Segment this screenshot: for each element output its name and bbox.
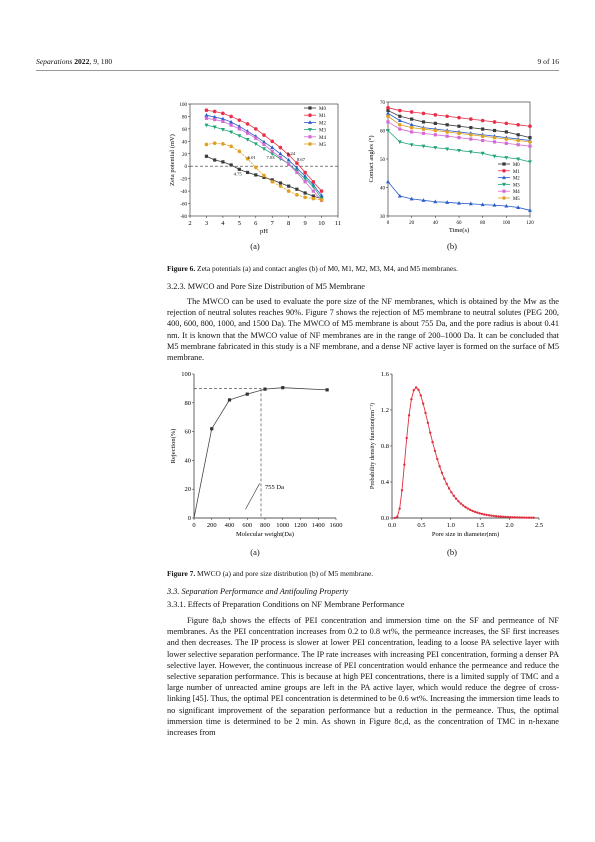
data-point-M5 bbox=[505, 137, 509, 141]
y-tick-label: 50 bbox=[380, 158, 385, 163]
y-tick-label: 80 bbox=[182, 115, 187, 121]
pdf-point bbox=[478, 512, 480, 514]
data-point-M4 bbox=[422, 132, 425, 135]
x-axis-label: pH bbox=[260, 228, 268, 235]
data-point-M0 bbox=[457, 125, 460, 128]
x-tick-label: 0.0 bbox=[387, 522, 397, 529]
data-point-M1 bbox=[398, 109, 402, 113]
pdf-point bbox=[528, 516, 530, 518]
data-point-M4 bbox=[254, 137, 257, 140]
fig6a-zeta-chart bbox=[166, 96, 346, 238]
fig7b-pore-chart bbox=[352, 368, 547, 544]
x-tick-label: 1200 bbox=[294, 522, 307, 529]
pdf-point bbox=[450, 491, 452, 493]
y-tick-label: 40 bbox=[184, 457, 191, 465]
x-tick-label: 400 bbox=[224, 522, 235, 529]
rejection-point bbox=[210, 427, 213, 430]
data-point-M1 bbox=[279, 146, 283, 150]
pdf-point bbox=[436, 458, 438, 460]
data-point-M0 bbox=[481, 127, 484, 130]
series-line-M0-low bbox=[388, 182, 530, 211]
pdf-point bbox=[497, 515, 499, 517]
y-tick-label: 40 bbox=[380, 186, 385, 192]
data-point-M4 bbox=[230, 124, 233, 127]
data-point-M1 bbox=[205, 108, 209, 112]
legend-label: M3 bbox=[513, 183, 520, 189]
pzc-annotation: 4.75 bbox=[233, 171, 242, 177]
pdf-point bbox=[509, 516, 511, 518]
data-point-M5 bbox=[303, 196, 307, 200]
data-point-M4 bbox=[434, 133, 437, 136]
data-point-M1 bbox=[422, 112, 426, 116]
data-point-M1 bbox=[481, 119, 485, 123]
data-point-M0 bbox=[434, 122, 437, 125]
legend-marker bbox=[502, 162, 505, 165]
data-point-M1 bbox=[246, 122, 250, 126]
y-tick-label: 0 bbox=[184, 165, 187, 171]
data-point-M1 bbox=[320, 189, 324, 193]
data-point-M1 bbox=[213, 110, 217, 114]
legend-marker bbox=[308, 113, 312, 117]
section-323-title: 3.2.3. MWCO and Pore Size Distribution of M5 Membrane bbox=[167, 282, 365, 291]
pdf-point bbox=[471, 510, 473, 512]
pdf-point bbox=[429, 431, 431, 433]
data-point-M5 bbox=[221, 142, 225, 146]
x-tick-label: 10 bbox=[318, 220, 325, 227]
pdf-point bbox=[424, 412, 426, 414]
pdf-point bbox=[443, 478, 445, 480]
x-tick-label: 8 bbox=[287, 220, 291, 227]
pdf-point bbox=[464, 506, 466, 508]
journal-citation: Separations 2022, 9, 180 bbox=[36, 57, 113, 66]
x-tick-label: 800 bbox=[260, 522, 270, 529]
data-point-M4 bbox=[398, 127, 401, 130]
annotation-arrow bbox=[245, 483, 259, 509]
y-tick-label: 0.4 bbox=[380, 479, 389, 486]
pdf-point bbox=[460, 502, 462, 504]
data-point-M4 bbox=[304, 180, 307, 183]
x-tick-label: 200 bbox=[206, 522, 217, 529]
data-point-M4 bbox=[493, 140, 496, 143]
pdf-point bbox=[490, 514, 492, 516]
y-tick-label: 20 bbox=[184, 486, 191, 494]
data-point-M0 bbox=[205, 155, 208, 158]
data-point-M0 bbox=[279, 181, 282, 184]
rejection-line bbox=[194, 388, 327, 518]
data-point-M4 bbox=[213, 118, 216, 121]
fig6-caption: Figure 6. Zeta potentials (a) and contact angles (b) of M0, M1, M2, M3, M4, and M5 membranes. bbox=[167, 264, 458, 273]
y-tick-label: 0.0 bbox=[380, 515, 389, 522]
mwco-annotation: 755 Da bbox=[265, 484, 284, 492]
data-point-M4 bbox=[410, 130, 413, 133]
y-tick-label: 70 bbox=[380, 101, 385, 106]
legend-label: M4 bbox=[513, 190, 520, 196]
pdf-point bbox=[507, 516, 509, 518]
data-point-M0 bbox=[238, 168, 241, 171]
rejection-point bbox=[246, 393, 249, 396]
data-point-M0 bbox=[493, 129, 496, 132]
data-point-M4 bbox=[505, 142, 508, 145]
legend-label: M5 bbox=[513, 197, 520, 202]
paragraph-prep-conditions: Figure 8a,b shows the effects of PEI concentration and immersion time on the SF and permeance of NF membranes. As the PEI concentration increases from 0.2 to 0.8 wt%, the permeance increases, the SF first increases and then decreases. The IP process is slower at lower PEI concentration, leading to a loose PA selective layer with lower selective separation performance. The IP rate increases with increasing PEI concentration, forming a denser PA selective layer. However, the continuous increase of PEI concentration would enhance the permeance and reduce the selective separation performance. This is because at high PEI concentrations, there is a limited supply of TMC and a large number of unreacted amine groups are left in the PA active layer, which would reduce the degree of cross-linking [45]. Thus, the optimal PEI concentration is determined to be 0.6 wt%. Increasing the immersion time leads to no significant improvement of the separation performance but a reduction in the permeance. Thus, the optimal immersion time is determined to be 2 min. As shown in Figure 8c,d, as the concentration of TMC in n-hexane increases from bbox=[167, 616, 559, 738]
pdf-point bbox=[516, 516, 518, 518]
section-33-title: 3.3. Separation Performance and Antifouling Property bbox=[167, 587, 349, 596]
data-point-M4 bbox=[279, 156, 282, 159]
x-tick-label: 80 bbox=[480, 221, 486, 226]
pzc-annotation: 7.03 bbox=[266, 154, 275, 160]
data-point-M0 bbox=[304, 191, 307, 194]
pdf-point bbox=[495, 515, 497, 517]
data-point-M5 bbox=[238, 149, 242, 153]
x-tick-label: 40 bbox=[432, 221, 438, 226]
data-point-M4 bbox=[446, 135, 449, 138]
data-point-M1 bbox=[434, 113, 438, 117]
y-axis-label: Probability density function(nm⁻¹) bbox=[369, 402, 376, 490]
data-point-M4 bbox=[457, 136, 460, 139]
pdf-point bbox=[476, 511, 478, 513]
rejection-point bbox=[281, 386, 284, 389]
x-tick-label: 1.5 bbox=[476, 522, 485, 529]
y-tick-label: 0.8 bbox=[380, 443, 389, 450]
data-point-M5 bbox=[422, 127, 426, 131]
legend-marker bbox=[502, 196, 506, 200]
y-tick-label: 0 bbox=[187, 515, 191, 522]
x-tick-label: 120 bbox=[526, 221, 534, 226]
y-tick-label: -40 bbox=[180, 190, 187, 196]
pdf-point bbox=[485, 514, 487, 516]
pdf-point bbox=[417, 389, 419, 391]
data-point-M0 bbox=[469, 126, 472, 129]
data-point-M5 bbox=[445, 130, 449, 134]
legend-marker bbox=[308, 106, 311, 109]
x-tick-label: 1.0 bbox=[446, 522, 455, 529]
data-point-M1 bbox=[493, 120, 497, 124]
data-point-M1 bbox=[386, 106, 390, 110]
y-tick-label: 1.6 bbox=[380, 371, 389, 378]
data-point-M4 bbox=[469, 137, 472, 140]
data-point-M5 bbox=[254, 166, 258, 170]
pdf-point bbox=[448, 487, 450, 489]
fig7a-label: (a) bbox=[250, 547, 260, 557]
data-point-M5 bbox=[481, 134, 485, 138]
pdf-point bbox=[394, 517, 396, 519]
series-line-M3 bbox=[388, 131, 530, 162]
x-tick-label: 7 bbox=[270, 220, 274, 227]
data-point-M0 bbox=[422, 120, 425, 123]
data-point-M4 bbox=[481, 139, 484, 142]
legend-label: M0 bbox=[513, 163, 520, 168]
pzc-annotation: 8.24 bbox=[287, 151, 296, 157]
y-tick-label: 40 bbox=[182, 140, 187, 146]
data-point-M0 bbox=[398, 115, 401, 118]
data-point-M3 bbox=[528, 160, 532, 164]
pdf-point bbox=[453, 495, 455, 497]
data-point-M5 bbox=[262, 174, 266, 178]
data-point-M4 bbox=[312, 190, 315, 193]
data-point-M2 bbox=[287, 158, 291, 162]
data-point-M5 bbox=[410, 126, 414, 130]
y-axis-label: Contact angles (°) bbox=[368, 135, 375, 183]
fig6a-label: (a) bbox=[250, 241, 260, 251]
pdf-point bbox=[474, 511, 476, 513]
data-point-M5 bbox=[270, 180, 274, 184]
pdf-point bbox=[483, 513, 485, 515]
fig6b-contact-angle-chart bbox=[366, 96, 536, 238]
x-tick-label: 1000 bbox=[276, 522, 290, 529]
data-point-M0 bbox=[410, 118, 413, 121]
y-tick-label: 80 bbox=[184, 399, 191, 407]
data-point-M0 bbox=[254, 173, 257, 176]
data-point-M0 bbox=[287, 185, 290, 188]
data-point-M2 bbox=[204, 113, 208, 117]
data-point-M2 bbox=[278, 152, 282, 156]
data-point-M0 bbox=[246, 171, 249, 174]
pdf-point bbox=[413, 389, 415, 391]
data-point-M0 bbox=[517, 133, 520, 136]
pdf-point bbox=[525, 516, 527, 518]
data-point-M2 bbox=[398, 118, 402, 122]
y-tick-label: 60 bbox=[182, 127, 187, 133]
pdf-point bbox=[502, 516, 504, 518]
data-point-M4 bbox=[205, 117, 208, 120]
data-point-M5 bbox=[398, 123, 402, 127]
data-point-M4 bbox=[517, 143, 520, 146]
pzc-annotation: 8.67 bbox=[296, 157, 306, 163]
rejection-point bbox=[326, 388, 329, 391]
data-point-M0 bbox=[446, 123, 449, 126]
y-tick-label: 100 bbox=[179, 103, 187, 108]
legend-label: M2 bbox=[513, 176, 520, 182]
legend-label: M1 bbox=[319, 114, 326, 120]
rejection-point bbox=[263, 388, 266, 391]
data-point-M3 bbox=[262, 147, 266, 151]
pdf-point bbox=[514, 516, 516, 518]
data-point-M5 bbox=[516, 139, 520, 143]
pdf-point bbox=[445, 483, 447, 485]
legend-marker bbox=[308, 135, 311, 138]
pdf-point bbox=[422, 402, 424, 404]
series-line-M2 bbox=[206, 115, 321, 195]
data-point-M5 bbox=[312, 197, 316, 201]
legend-marker bbox=[502, 190, 505, 193]
paragraph-mwco: The MWCO can be used to evaluate the pore size of the NF membranes, which is obtained by the Mw as the rejection of neutral solutes reaches 90%. Figure 7 shows the rejection of M5 membrane to neutral solutes (PEG 200, 400, 600, 800, 1000, and 1500 Da). The MWCO of M5 membrane is about 755 Da, and the pore radius is about 0.41 nm. It is known that the MWCO value of NF membranes are in the range of 200–1000 Da. It can be concluded that M5 membrane fabricated in this study is a NF membrane, and a dense NF active layer is formed on the surface of M5 membrane. bbox=[167, 297, 559, 363]
fig6b-label: (b) bbox=[447, 241, 457, 251]
pdf-point bbox=[455, 498, 457, 500]
pdf-point bbox=[469, 509, 471, 511]
data-point-M4 bbox=[262, 143, 265, 146]
pdf-point bbox=[481, 513, 483, 515]
pdf-curve bbox=[395, 388, 534, 518]
data-point-M4 bbox=[271, 150, 274, 153]
data-point-M1 bbox=[303, 171, 307, 175]
data-point-M5 bbox=[287, 189, 291, 193]
pdf-point bbox=[500, 515, 502, 517]
data-point-M1 bbox=[238, 118, 242, 122]
data-point-M1 bbox=[505, 122, 509, 126]
y-tick-label: 30 bbox=[380, 215, 385, 220]
page-number: 9 of 16 bbox=[537, 57, 559, 66]
data-point-M4 bbox=[295, 171, 298, 174]
pdf-point bbox=[523, 516, 525, 518]
legend-label: M2 bbox=[319, 121, 326, 127]
x-tick-label: 6 bbox=[254, 220, 258, 227]
pdf-point bbox=[504, 516, 506, 518]
data-point-M1 bbox=[445, 114, 449, 118]
data-point-M1 bbox=[254, 127, 258, 131]
data-point-M5 bbox=[434, 129, 438, 133]
data-point-M4 bbox=[246, 132, 249, 135]
x-tick-label: 0.5 bbox=[417, 522, 426, 529]
fig7b-label: (b) bbox=[447, 547, 457, 557]
data-point-M0-low bbox=[386, 180, 390, 184]
pdf-point bbox=[457, 500, 459, 502]
fig7-caption: Figure 7. MWCO (a) and pore size distribution (b) of M5 membrane. bbox=[167, 569, 374, 578]
header-rule bbox=[36, 70, 559, 71]
data-point-M5 bbox=[213, 141, 217, 145]
data-point-M1 bbox=[221, 112, 225, 116]
data-point-M4 bbox=[386, 120, 389, 123]
data-point-M1 bbox=[457, 116, 461, 120]
data-point-M4 bbox=[287, 163, 290, 166]
pdf-point bbox=[511, 516, 513, 518]
data-point-M4 bbox=[528, 145, 531, 148]
pdf-point bbox=[462, 504, 464, 506]
data-point-M4 bbox=[221, 120, 224, 123]
pdf-point bbox=[410, 398, 412, 400]
x-axis-label: Time(s) bbox=[448, 227, 470, 234]
pdf-point bbox=[431, 441, 433, 443]
data-point-M5 bbox=[320, 198, 324, 202]
data-point-M0 bbox=[230, 163, 233, 166]
pdf-point bbox=[420, 394, 422, 396]
pdf-point bbox=[406, 437, 408, 439]
data-point-M4 bbox=[238, 127, 241, 130]
y-tick-label: 1.2 bbox=[380, 407, 389, 414]
pzc-annotation: 6.01 bbox=[247, 154, 256, 160]
y-tick-label: 60 bbox=[184, 428, 191, 436]
x-tick-label: 3 bbox=[204, 220, 209, 227]
x-tick-label: 4 bbox=[221, 220, 225, 227]
legend-label: M4 bbox=[319, 135, 326, 141]
pdf-point bbox=[493, 515, 495, 517]
x-axis-label: Pore size in diameter(nm) bbox=[431, 531, 500, 538]
data-point-M5 bbox=[229, 145, 233, 149]
data-point-M2 bbox=[270, 145, 274, 149]
y-tick-label: 60 bbox=[380, 129, 385, 135]
x-tick-label: 2.0 bbox=[505, 522, 514, 529]
y-axis-label: Rejection(%) bbox=[170, 428, 177, 464]
x-tick-label: 1400 bbox=[311, 522, 325, 529]
data-point-M5 bbox=[279, 184, 283, 188]
legend-label: M5 bbox=[319, 143, 326, 148]
legend-label: M1 bbox=[513, 169, 520, 175]
x-tick-label: 11 bbox=[334, 220, 342, 227]
legend-label: M0 bbox=[319, 107, 326, 112]
data-point-M3 bbox=[254, 142, 258, 146]
data-point-M1 bbox=[469, 117, 473, 121]
fig7a-mwco-chart bbox=[166, 368, 346, 544]
data-point-M5 bbox=[205, 143, 209, 147]
data-point-M1 bbox=[262, 133, 266, 137]
pdf-point bbox=[438, 465, 440, 467]
data-point-M5 bbox=[295, 193, 299, 197]
data-point-M1 bbox=[528, 124, 532, 128]
x-tick-label: 0 bbox=[386, 221, 390, 226]
running-header bbox=[36, 57, 559, 69]
section-331-title: 3.3.1. Effects of Preparation Conditions on NF Membrane Performance bbox=[167, 600, 405, 609]
pdf-point bbox=[530, 517, 532, 519]
data-point-M0 bbox=[295, 188, 298, 191]
x-tick-label: 20 bbox=[409, 221, 415, 226]
x-tick-label: 2 bbox=[188, 220, 192, 227]
pdf-point bbox=[427, 422, 429, 424]
data-point-M0 bbox=[505, 130, 508, 133]
x-tick-label: 2.5 bbox=[534, 522, 544, 529]
pdf-point bbox=[403, 463, 405, 465]
data-point-M0 bbox=[213, 158, 216, 161]
pdf-point bbox=[401, 489, 403, 491]
x-axis-label: Molecular weight(Da) bbox=[236, 531, 294, 538]
y-tick-label: -60 bbox=[180, 202, 187, 208]
y-tick-label: -20 bbox=[180, 177, 187, 183]
data-point-M1 bbox=[410, 110, 414, 114]
pdf-point bbox=[441, 472, 443, 474]
x-tick-label: 600 bbox=[242, 522, 253, 529]
x-tick-label: 9 bbox=[303, 220, 307, 227]
pdf-point bbox=[518, 516, 520, 518]
x-tick-label: 0 bbox=[192, 522, 196, 529]
data-point-M5 bbox=[457, 132, 461, 136]
x-tick-label: 1600 bbox=[329, 522, 343, 529]
pdf-point bbox=[415, 386, 417, 388]
x-tick-label: 5 bbox=[237, 220, 241, 227]
data-point-M5 bbox=[528, 140, 532, 144]
pdf-point bbox=[467, 507, 469, 509]
legend-marker bbox=[502, 169, 506, 173]
data-point-M5 bbox=[469, 133, 473, 137]
data-point-M0 bbox=[221, 160, 224, 163]
pdf-point bbox=[488, 514, 490, 516]
y-tick-label: -80 bbox=[180, 215, 187, 220]
y-axis-label: Zeta potential (mV) bbox=[169, 134, 176, 186]
x-tick-label: 100 bbox=[502, 221, 511, 226]
x-tick-label: 60 bbox=[456, 221, 462, 226]
rejection-point bbox=[228, 398, 231, 401]
y-tick-label: 100 bbox=[181, 371, 191, 378]
legend-marker bbox=[308, 142, 312, 146]
pdf-point bbox=[434, 450, 436, 452]
pdf-point bbox=[408, 414, 410, 416]
pdf-point bbox=[398, 507, 400, 509]
y-tick-label: 20 bbox=[182, 152, 187, 158]
pdf-point bbox=[521, 516, 523, 518]
legend-label: M3 bbox=[319, 128, 326, 134]
data-point-M5 bbox=[386, 114, 390, 118]
data-point-M1 bbox=[516, 123, 520, 127]
data-point-M1 bbox=[270, 140, 274, 144]
data-point-M1 bbox=[229, 115, 233, 119]
pdf-point bbox=[533, 517, 535, 519]
data-point-M5 bbox=[493, 136, 497, 140]
pdf-point bbox=[396, 515, 398, 517]
